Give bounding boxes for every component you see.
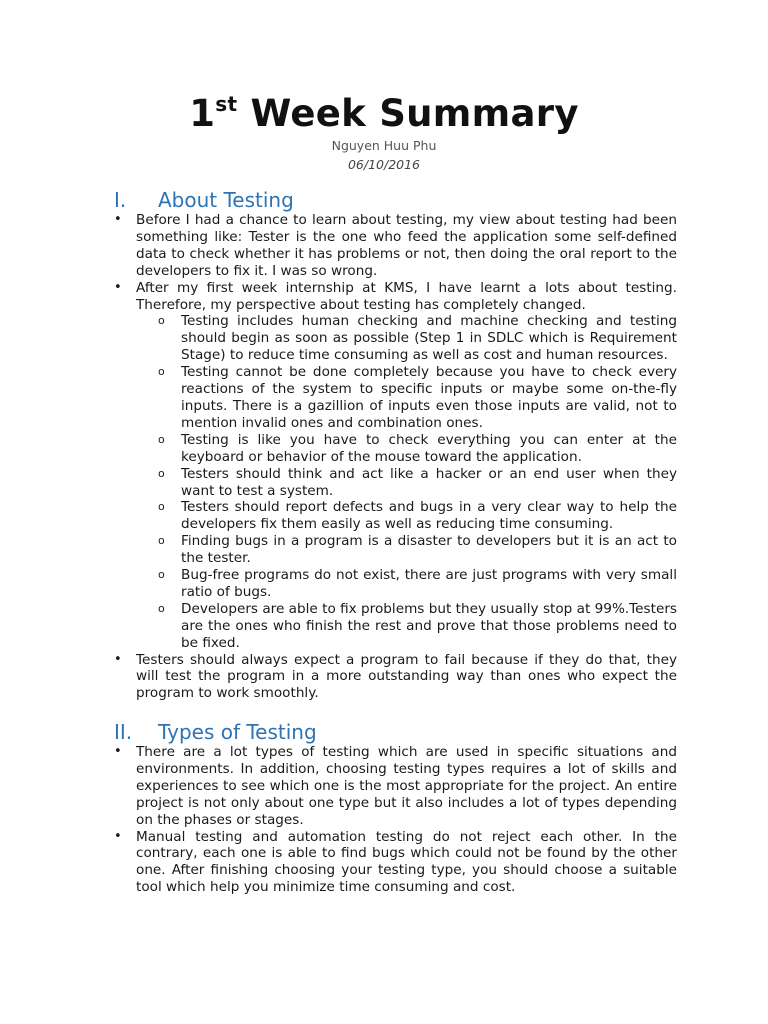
bullet-icon: • [114,744,122,759]
sub-bullet-icon: o [158,466,165,480]
sub-list-item [0,533,768,567]
document-date: 06/10/2016 [347,157,421,172]
sub-bullet-icon: o [158,568,165,582]
bullet-icon: • [114,212,122,227]
sub-list-item-text: Finding bugs in a program is a disaster to developers but it is an act to the tester. [181,533,677,567]
list-item-text: After my first week internship at KMS, I have learnt a lots about testing. Therefore, my perspective about testing has completely changed. [136,279,677,313]
document-title [0,90,768,143]
sub-list-item-text: Testing includes human checking and machine checking and testing should begin as soon as possible (Step 1 in SDLC which is Requirement Stage) to reduce time consuming as well as cost and human resources. [181,313,677,364]
section-number: II. [114,720,133,744]
sub-list-item [0,432,768,466]
sub-list-item [0,567,768,601]
sub-bullet-icon: o [158,601,165,615]
list-item [0,212,768,280]
sub-list-item-text: Testing is like you have to check everything you can enter at the keyboard or behavior of the mouse toward the application. [181,431,677,465]
section-list-types-of-testing [0,744,768,896]
title-number: 1 [189,92,216,135]
section-list-about-testing [0,212,768,702]
sub-list-item-text: Bug-free programs do not exist, there are just programs with very small ratio of bugs. [181,567,677,600]
section-number: I. [114,188,127,212]
list-item [0,652,768,703]
list-item [0,744,768,829]
sub-list-item-text: Testing cannot be done completely because you have to check every reactions of the system to specific inputs or maybe some on-the-fly inputs. There is a gazillion of inputs even those inputs are valid, not to mention invalid ones and combination ones. [181,364,677,431]
sub-bullet-icon: o [158,314,165,328]
title-superscript: st [215,92,238,116]
title-text: Week Summary [237,92,579,135]
sub-list-item-text: Testers should report defects and bugs in a very clear way to help the developers fix them easily as well as reducing time consuming. [181,499,677,533]
list-item [0,280,768,314]
sub-list-item [0,364,768,432]
sub-bullet-icon: o [158,534,165,548]
list-item [0,829,768,897]
bullet-icon: • [114,828,122,844]
author-name: Nguyen Huu Phu [331,138,437,153]
section-heading-about-testing [114,187,294,213]
sub-list-item-text: Developers are able to fix problems but they usually stop at 99%.Testers are the ones who finish the rest and prove that those problems need to be fixed. [181,600,677,651]
section-title: About Testing [158,188,294,212]
sub-list-item [0,601,768,652]
list-item-text: Before I had a chance to learn about testing, my view about testing had been something like: Tester is the one who feed the application some self-defined data to check whether it has problems or not, then doing the oral report to the developers to fix it. I was so wrong. [136,212,677,279]
sub-bullet-icon: o [158,500,165,514]
sub-list-item [0,499,768,533]
sub-bullet-icon: o [158,365,165,379]
list-item-text: Manual testing and automation testing do not reject each other. In the contrary, each one is able to find bugs which could not be found by the other one. After finishing choosing your testing type, you should choose a suitable tool which help you minimize time consuming and cost. [136,828,677,896]
sub-list-item-text: Testers should think and act like a hacker or an end user when they want to test a system. [181,465,677,499]
section-title: Types of Testing [158,720,317,744]
bullet-icon: • [114,651,122,667]
section-heading-types-of-testing [114,719,317,745]
list-item-text: There are a lot types of testing which are used in specific situations and environments. In addition, choosing testing types requires a lot of skills and experiences to see which one is the most appropriate for the project. An entire project is not only about one type but it also includes a lot of types depending on the phases or stages. [136,744,677,828]
bullet-icon: • [114,279,122,295]
list-item-text: Testers should always expect a program to fail because if they do that, they will test the program in a more outstanding way than ones who expect the program to work smoothly. [136,651,677,702]
sub-bullet-icon: o [158,432,165,446]
sub-list-item [0,466,768,500]
sub-list-item [0,313,768,364]
